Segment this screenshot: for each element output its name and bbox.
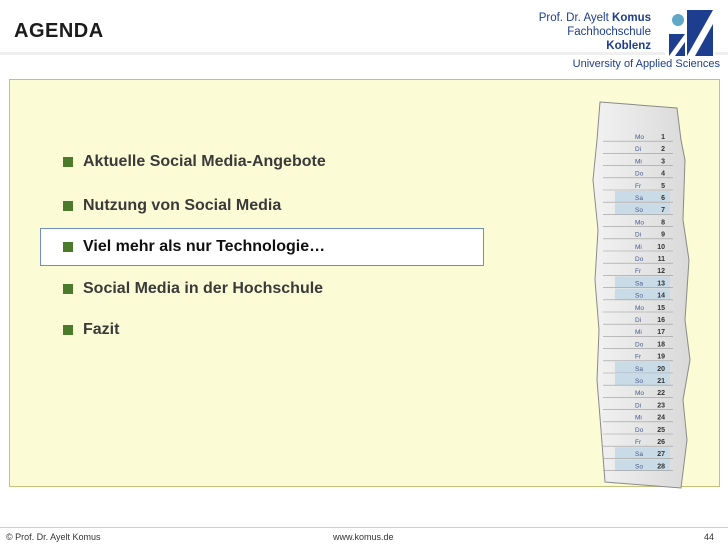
calendar-day-number: 9 [661, 231, 665, 239]
calendar-day-number: 2 [661, 146, 665, 154]
calendar-day-label: Mi [635, 243, 642, 251]
calendar-day-number: 21 [657, 378, 665, 385]
calendar-day-number: 28 [657, 463, 665, 471]
calendar-day-number: 1 [661, 134, 665, 141]
calendar-day-label: Di [635, 231, 642, 239]
author-prefix: Prof. Dr. Ayelt [538, 12, 609, 24]
agenda-item[interactable] [63, 280, 323, 298]
fh-koblenz-logo [665, 8, 715, 58]
agenda-item[interactable] [63, 321, 119, 339]
calendar-day-label: Do [635, 341, 644, 349]
agenda-item-label: Nutzung von Social Media [83, 197, 282, 214]
university-label: University of Applied Sciences [572, 58, 720, 70]
calendar-day-label: Sa [635, 195, 643, 202]
footer-website[interactable]: www.komus.de [333, 532, 394, 542]
calendar-day-number: 23 [657, 402, 665, 410]
agenda-item-label: Viel mehr als nur Technologie… [83, 238, 326, 255]
slide-title: AGENDA [14, 20, 104, 42]
calendar-day-number: 27 [657, 451, 665, 459]
calendar-day-label: So [635, 292, 643, 300]
agenda-item[interactable] [63, 153, 326, 171]
calendar-day-number: 6 [661, 195, 665, 202]
calendar-day-number: 19 [657, 353, 665, 361]
calendar-day-label: So [635, 378, 643, 385]
agenda-item-active[interactable] [63, 238, 325, 256]
agenda-item-label: Fazit [83, 321, 120, 338]
calendar-day-number: 15 [657, 304, 665, 312]
author-name [539, 11, 651, 25]
calendar-day-number: 14 [657, 292, 665, 300]
calendar-day-number: 10 [657, 243, 665, 251]
calendar-day-label: Do [635, 426, 644, 434]
calendar-day-label: Mo [635, 304, 645, 312]
institution-city: Koblenz [606, 40, 651, 52]
calendar-day-number: 5 [661, 182, 665, 190]
calendar-day-number: 16 [657, 317, 665, 324]
calendar-day-label: Mo [635, 219, 645, 227]
calendar-day-label: Sa [635, 280, 643, 288]
calendar-day-number: 18 [657, 341, 665, 349]
institution-name: Fachhochschule [567, 26, 651, 38]
calendar-day-number: 17 [657, 329, 665, 337]
calendar-day-number: 20 [657, 365, 665, 373]
agenda-item[interactable] [63, 197, 281, 215]
calendar-day-label: So [635, 207, 643, 215]
calendar-day-number: 7 [661, 207, 665, 215]
calendar-day-number: 13 [657, 280, 665, 288]
agenda-item-label: Social Media in der Hochschule [83, 280, 324, 297]
calendar-day-label: Mo [635, 390, 645, 398]
bullet-icon [63, 201, 73, 211]
calendar-day-label: Di [635, 146, 642, 154]
calendar-day-number: 25 [657, 426, 665, 434]
footer-copyright: © Prof. Dr. Ayelt Komus [6, 532, 101, 542]
page-number: 44 [703, 532, 714, 542]
calendar-day-label: Fr [635, 182, 642, 190]
calendar-day-label: Mi [635, 329, 642, 337]
calendar-day-number: 4 [661, 170, 665, 178]
calendar-day-label: Mi [635, 158, 642, 166]
bullet-icon [63, 325, 73, 335]
calendar-day-label: Mo [635, 134, 645, 141]
calendar-day-label: Sa [635, 365, 643, 373]
author-lastname: Komus [612, 12, 651, 24]
calendar-day-label: Di [635, 402, 642, 410]
calendar-day-number: 24 [657, 414, 665, 422]
calendar-day-label: Fr [635, 268, 642, 276]
calendar-day-label: Do [635, 170, 644, 178]
bullet-icon [63, 157, 73, 167]
calendar-day-label: Di [635, 317, 642, 324]
footer-divider [0, 527, 728, 528]
agenda-item-label: Aktuelle Social Media-Angebote [83, 153, 326, 170]
calendar-day-number: 11 [657, 256, 665, 263]
calendar-day-number: 8 [661, 219, 665, 227]
bullet-icon [63, 242, 73, 252]
calendar-day-label: Sa [635, 451, 643, 459]
calendar-day-label: Mi [635, 414, 642, 422]
calendar-day-label: So [635, 463, 643, 471]
calendar-day-label: Do [635, 256, 644, 263]
calendar-illustration [585, 100, 695, 490]
bullet-icon [63, 284, 73, 294]
calendar-day-number: 12 [657, 268, 665, 276]
calendar-day-number: 22 [657, 390, 665, 398]
calendar-day-label: Fr [635, 353, 642, 361]
calendar-day-number: 26 [657, 439, 665, 446]
author-block [539, 11, 651, 53]
calendar-day-number: 3 [661, 158, 665, 166]
calendar-day-label: Fr [635, 439, 642, 446]
